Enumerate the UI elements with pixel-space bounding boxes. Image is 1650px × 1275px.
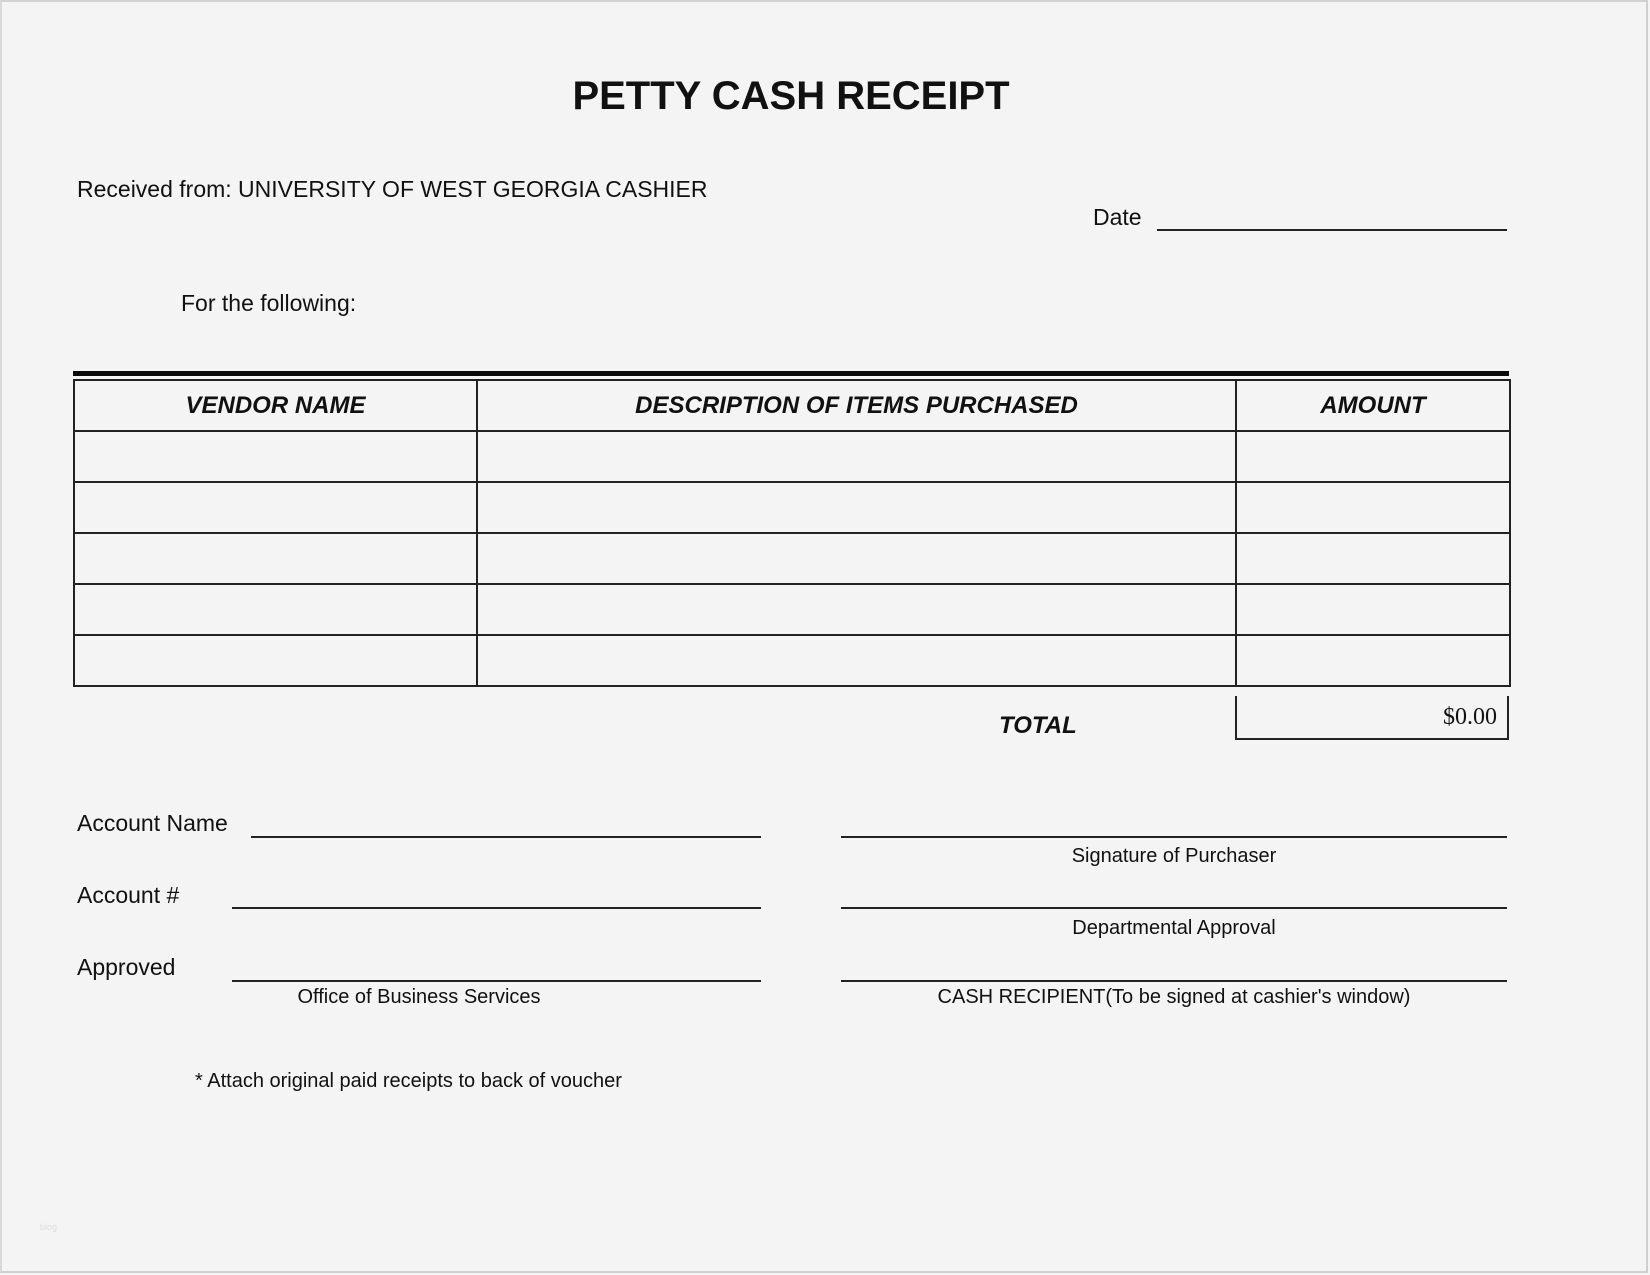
table-row xyxy=(74,533,1510,584)
for-following-label: For the following: xyxy=(181,290,357,316)
total-label: TOTAL xyxy=(999,712,1077,739)
department-approval-caption: Departmental Approval xyxy=(1072,917,1276,939)
description-cell[interactable] xyxy=(477,635,1236,686)
description-cell[interactable] xyxy=(477,482,1236,533)
cash-recipient-field[interactable] xyxy=(841,980,1507,982)
account-name-field[interactable] xyxy=(251,836,761,838)
amount-cell[interactable] xyxy=(1236,584,1510,635)
department-approval-field[interactable] xyxy=(841,907,1507,909)
total-box xyxy=(1235,696,1509,740)
document-title: PETTY CASH RECEIPT xyxy=(572,74,1010,118)
purchaser-signature-field[interactable] xyxy=(841,836,1507,838)
amount-cell[interactable] xyxy=(1236,533,1510,584)
table-row xyxy=(74,584,1510,635)
column-header-vendor: VENDOR NAME xyxy=(74,380,477,431)
total-value: $0.00 xyxy=(1443,704,1497,730)
vendor-cell[interactable] xyxy=(74,584,477,635)
amount-cell[interactable] xyxy=(1236,482,1510,533)
description-cell[interactable] xyxy=(477,533,1236,584)
approved-caption: Office of Business Services xyxy=(297,986,541,1008)
vendor-cell[interactable] xyxy=(74,482,477,533)
table-row xyxy=(74,431,1510,482)
approved-label: Approved xyxy=(77,954,176,980)
account-name-label: Account Name xyxy=(77,810,228,836)
table-header-row xyxy=(74,380,1510,431)
watermark: blog xyxy=(40,1222,58,1232)
table-row xyxy=(74,482,1510,533)
amount-cell[interactable] xyxy=(1236,635,1510,686)
vendor-cell[interactable] xyxy=(74,431,477,482)
purchaser-signature-caption: Signature of Purchaser xyxy=(1071,845,1277,867)
approved-field[interactable] xyxy=(232,980,761,982)
date-label: Date xyxy=(1093,204,1142,230)
table-row xyxy=(74,635,1510,686)
date-field[interactable] xyxy=(1157,229,1507,231)
column-header-amount: AMOUNT xyxy=(1236,380,1510,431)
column-header-description: DESCRIPTION OF ITEMS PURCHASED xyxy=(477,380,1236,431)
account-number-label: Account # xyxy=(77,882,180,908)
footnote: * Attach original paid receipts to back of voucher xyxy=(195,1070,622,1092)
vendor-cell[interactable] xyxy=(74,533,477,584)
items-table xyxy=(73,379,1511,687)
received-from-label: Received from: UNIVERSITY OF WEST GEORGIA CASHIER xyxy=(77,176,708,202)
description-cell[interactable] xyxy=(477,584,1236,635)
amount-cell[interactable] xyxy=(1236,431,1510,482)
vendor-cell[interactable] xyxy=(74,635,477,686)
table-top-bar xyxy=(73,371,1509,376)
cash-recipient-caption: CASH RECIPIENT(To be signed at cashier's window) xyxy=(937,986,1411,1008)
account-number-field[interactable] xyxy=(232,907,761,909)
description-cell[interactable] xyxy=(477,431,1236,482)
